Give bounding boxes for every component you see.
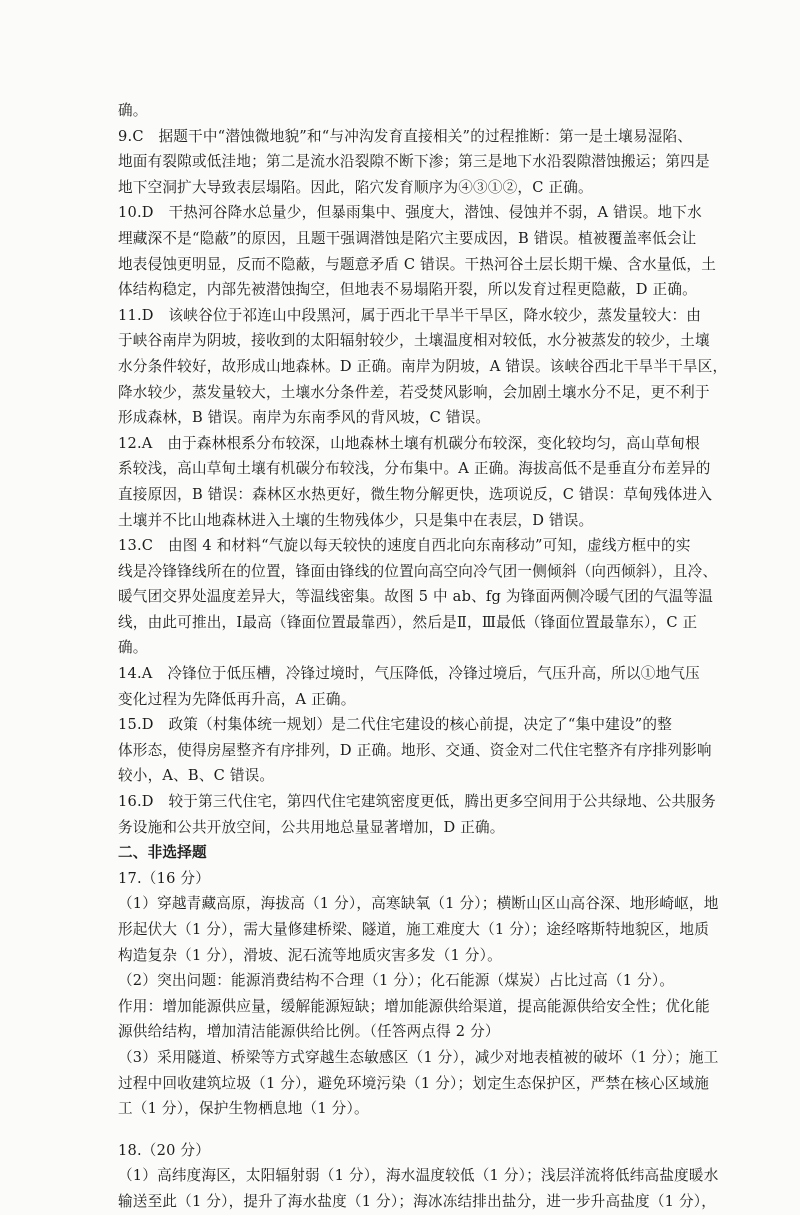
- text-line: 源供给结构，增加清洁能源供给比例。（任答两点得 2 分）: [118, 1023, 500, 1041]
- answer-11-line: 11.D 该峡谷位于祁连山中段黑河，属于西北干旱半干旱区，降水较少，蒸发量较大：由: [118, 306, 702, 324]
- text-line: （3）采用隧道、桥梁等方式穿越生态敏感区（1 分），减少对地表植被的破坏（1 分）；施工: [118, 1048, 719, 1066]
- text-line: 形成森林，B 错误。南岸为东南季风的背风坡，C 错误。: [118, 409, 491, 427]
- text-line: 确。: [118, 639, 148, 657]
- text-line: 于峡谷南岸为阴坡，接收到的太阳辐射较少，土壤温度相对较低，水分被蒸发的较少，土壤: [118, 332, 710, 350]
- text-line: 体结构稳定，内部先被潜蚀掏空，但地表不易塌陷开裂，所以发育过程更隐蔽，D 正确。: [118, 281, 697, 299]
- text-line: 系较浅，高山草甸土壤有机碳分布较浅，分布集中。A 正确。海拔高低不是垂直分布差异的: [118, 460, 711, 478]
- text-line: 埋藏深不是“隐蔽”的原因，且题干强调潜蚀是陷穴主要成因，B 错误。植被覆盖率低会让: [118, 229, 697, 247]
- section-heading: 二、非选择题: [118, 844, 207, 862]
- answer-10-line: 10.D 干热河谷降水总量少，但暴雨集中、强度大，潜蚀、侵蚀并不弱，A 错误。地下水: [118, 204, 702, 222]
- text-line: （1）穿越青藏高原，海拔高（1 分），高寒缺氧（1 分）；横断山区山高谷深、地形崎岖，地: [118, 895, 719, 913]
- answer-14-line: 14.A 冷锋位于低压槽，冷锋过境时，气压降低，冷锋过境后，气压升高，所以①地气压: [118, 665, 700, 683]
- question-17-heading: 17.（16 分）: [118, 869, 210, 887]
- answer-15-line: 15.D 政策（村集体统一规划）是二代住宅建设的核心前提，决定了“集中建设”的整: [118, 716, 673, 734]
- text-line: 暖气团交界处温度差异大，等温线密集。故图 5 中 ab、fg 为锋面两侧冷暖气团的气温等温: [118, 588, 714, 606]
- text-line: 确。: [118, 102, 148, 119]
- paragraph-gap: [118, 1122, 714, 1138]
- text-line: 地面有裂隙或低洼地；第二是流水沿裂隙不断下渗；第三是地下水沿裂隙潜蚀搬运；第四是: [118, 153, 710, 171]
- answer-12-line: 12.A 由于森林根系分布较深，山地森林土壤有机碳分布较深，变化较均匀，高山草甸根: [118, 434, 700, 452]
- text-line: 过程中回收建筑垃圾（1 分），避免环境污染（1 分）；划定生态保护区，严禁在核心区域施: [118, 1074, 710, 1092]
- answer-13-line: 13.C 由图 4 和材料“气旋以每天较快的速度自西北向东南移动”可知，虚线方框中的实: [118, 537, 691, 555]
- text-line: 变化过程为先降低再升高，A 正确。: [118, 690, 356, 708]
- text-line: 地表侵蚀更明显，反而不隐蔽，与题意矛盾 C 错误。干热河谷土层长期干燥、含水量低，土: [118, 255, 717, 273]
- answer-16-line: 16.D 较于第三代住宅，第四代住宅建筑密度更低，腾出更多空间用于公共绿地、公共服务: [118, 793, 716, 811]
- text-line: 体形态，使得房屋整齐有序排列，D 正确。地形、交通、资金对二代住宅整齐有序排列影响: [118, 741, 712, 759]
- text-line: （2）突出问题：能源消费结构不合理（1 分）；化石能源（煤炭）占比过高（1 分）。: [118, 972, 675, 990]
- text-line: 水分条件较好，故形成山地森林。D 正确。南岸为阴坡，A 错误。该峡谷西北干旱半干旱区，: [118, 357, 728, 375]
- question-18-heading: 18.（20 分）: [118, 1141, 210, 1159]
- text-line: 土壤并不比山地森林进入土壤的生物残体少，只是集中在表层，D 错误。: [118, 511, 594, 529]
- text-line: 直接原因，B 错误：森林区水热更好，微生物分解更快，选项说反，C 错误：草甸残体进入: [118, 485, 713, 503]
- text-line: 构造复杂（1 分），滑坡、泥石流等地质灾害多发（1 分）。: [118, 946, 502, 964]
- text-line: 工（1 分），保护生物栖息地（1 分）。: [118, 1100, 369, 1118]
- answer-9-line: 9.C 据题干中“潜蚀微地貌”和“与冲沟发育直接相关”的过程推断：第一是土壤易湿陷、: [118, 127, 693, 145]
- text-line: 地下空洞扩大导致表层塌陷。因此，陷穴发育顺序为④③①②，C 正确。: [118, 178, 593, 196]
- text-line: 作用：增加能源供应量，缓解能源短缺；增加能源供给渠道，提高能源供给安全性；优化能: [118, 997, 710, 1015]
- text-line: 务设施和公共开放空间，公共用地总量显著增加，D 正确。: [118, 818, 505, 836]
- text-line: （1）高纬度海区，太阳辐射弱（1 分），海水温度较低（1 分）；浅层洋流将低纬高盐度暖水: [118, 1167, 719, 1185]
- text-line: 降水较少，蒸发量较大，土壤水分条件差，若受焚风影响，会加剧土壤水分不足，更不利于: [118, 383, 710, 401]
- text-line: 形起伏大（1 分），需大量修建桥梁、隧道，施工难度大（1 分）；途经喀斯特地貌区，地质: [118, 921, 710, 938]
- text-line: 较小，A、B、C 错误。: [118, 767, 275, 785]
- text-line: 线，由此可推出，Ⅰ最高（锋面位置最靠西），然后是Ⅱ，Ⅲ最低（锋面位置最靠东），C 正: [118, 613, 698, 631]
- text-line: 线是冷锋锋线所在的位置，锋面由锋线的位置向高空向冷气团一侧倾斜（向西倾斜），且冷、: [118, 562, 718, 580]
- text-line: 输送至此（1 分），提升了海水盐度（1 分）；海冰冻结排出盐分，进一步升高盐度（1 分），: [118, 1192, 717, 1210]
